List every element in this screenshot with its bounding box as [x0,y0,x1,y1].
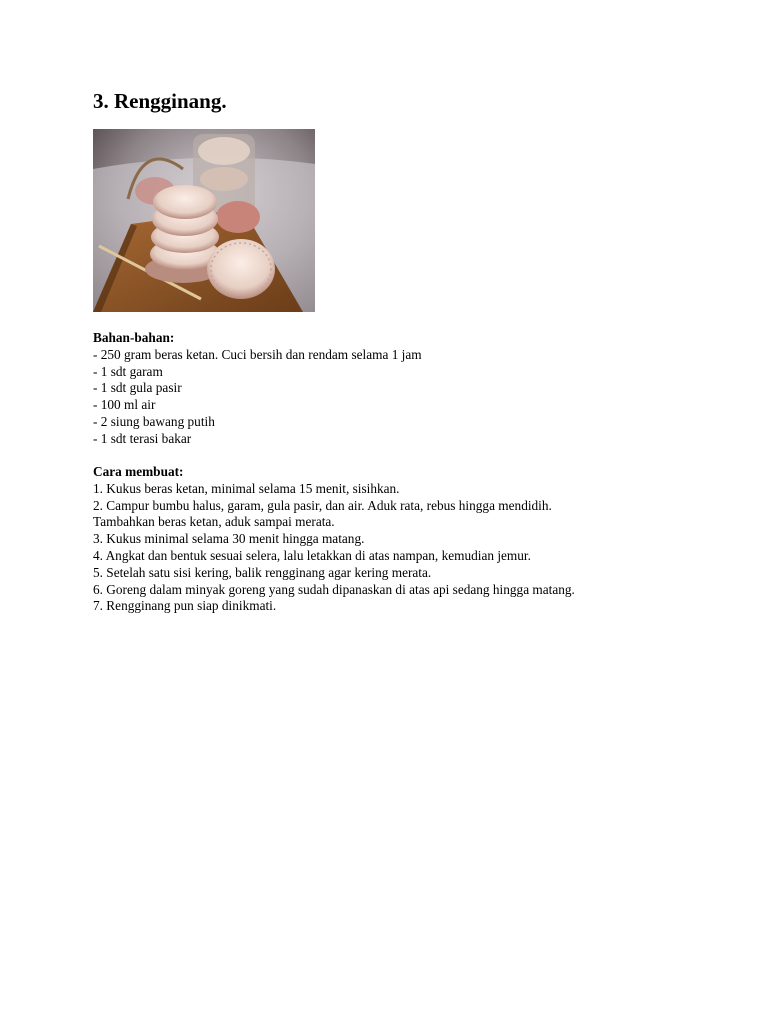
ingredient-item: - 1 sdt terasi bakar [93,430,192,446]
rengginang-photo [93,129,315,312]
page-title: 3. Rengginang. [93,89,227,113]
method-step: 5. Setelah satu sisi kering, balik rengginang agar kering merata. [93,564,432,580]
ingredients-heading: Bahan-bahan: [93,330,175,345]
ingredient-item: - 1 sdt gula pasir [93,380,182,396]
ingredients-section [93,330,422,448]
ingredient-item: - 250 gram beras ketan. Cuci bersih dan rendam selama 1 jam [93,346,422,362]
method-section [93,464,575,615]
method-step: 6. Goreng dalam minyak goreng yang sudah dipanaskan di atas api sedang hingga matang. [93,581,575,597]
ingredient-item: - 2 siung bawang putih [93,413,215,429]
method-heading: Cara membuat: [93,464,184,479]
method-step: 4. Angkat dan bentuk sesuai selera, lalu letakkan di atas nampan, kemudian jemur. [93,547,531,563]
method-step: 3. Kukus minimal selama 30 menit hingga matang. [93,531,365,547]
method-step: 7. Rengginang pun siap dinikmati. [93,598,277,614]
ingredient-item: - 100 ml air [93,397,156,413]
method-step: 2. Campur bumbu halus, garam, gula pasir, dan air. Aduk rata, rebus hingga mendidih. [93,497,552,513]
method-step: 1. Kukus beras ketan, minimal selama 15 menit, sisihkan. [93,480,400,496]
ingredient-item: - 1 sdt garam [93,363,163,379]
method-step: Tambahkan beras ketan, aduk sampai merata. [93,514,335,530]
